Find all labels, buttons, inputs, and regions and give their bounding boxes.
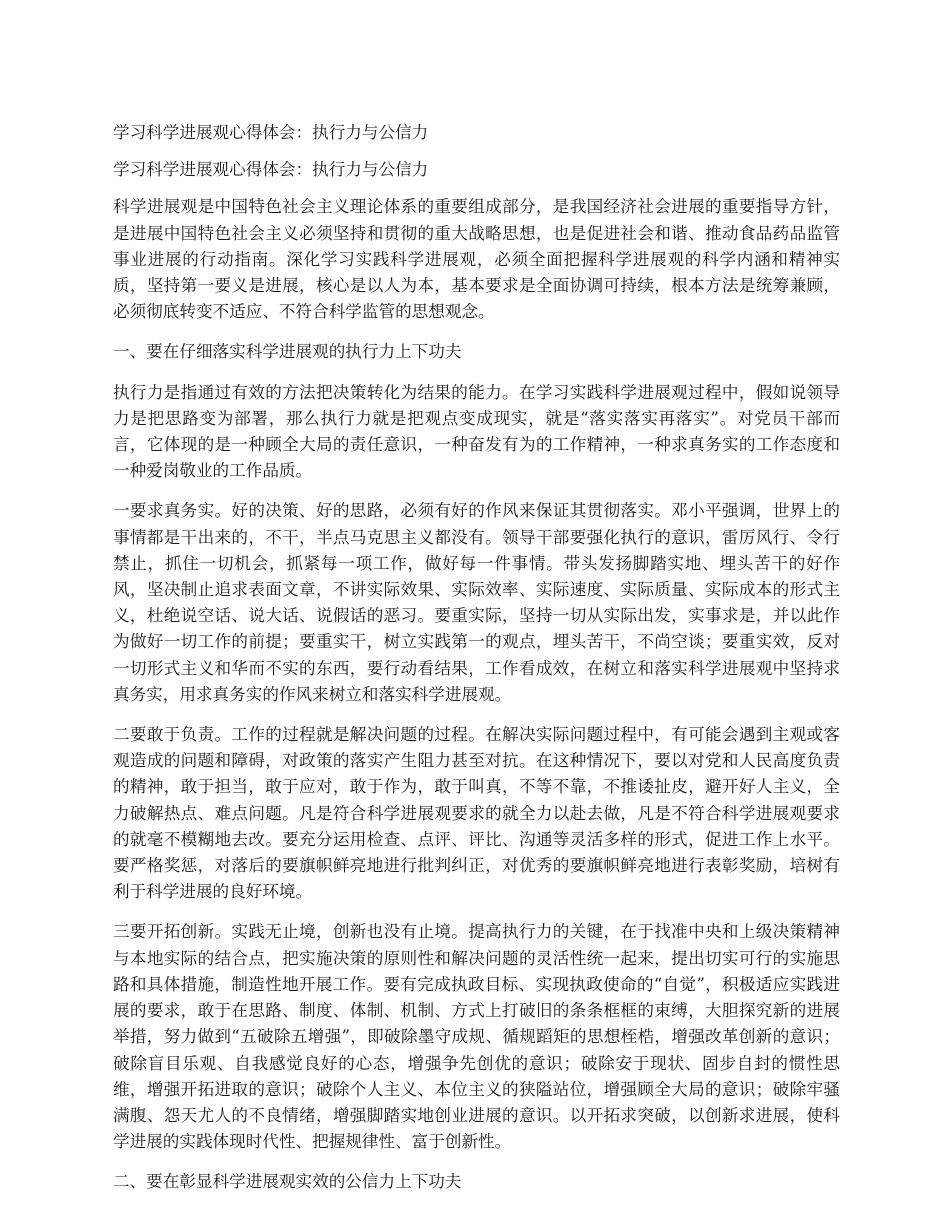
document-subtitle: 学习科学进展观心得体会：执行力与公信力 [113, 160, 429, 180]
section-heading-1: 一、要在仔细落实科学进展观的执行力上下功夫 [113, 342, 462, 362]
document-title: 学习科学进展观心得体会：执行力与公信力 [113, 123, 429, 142]
paragraph-point-1: 一要求真务实。好的决策、好的思路，必须有好的作风来保证其贯彻落实。邓小平强调，世界上的事情都是干出来的，不干，半点马克思主义都没有。领导干部要强化执行的意识，雷厉风行、令行禁止，抓住一切机会，抓紧每一项工作，做好每一件事情。带头发扬脚踏实地、埋头苦干的好作风，坚决制止追求表面文章，不讲实际效果、实际效率、实际速度、实际质量、实际成本的形式主义，杜绝说空话、说大话、说假话的恶习。要重实际，坚持一切从实际出发，实事求是，并以此作为做好一切工作的前提；要重实干，树立实践第一的观点，埋头苦干，不尚空谈；要重实效，反对一切形式主义和华而不实的东西，要行动看结果，工作看成效，在树立和落实科学进展观中坚持求真务实，用求真务实的作风来树立和落实科学进展观。 [113, 501, 840, 704]
paragraph-execution: 执行力是指通过有效的方法把决策转化为结果的能力。在学习实践科学进展观过程中，假如说领导力是把思路变为部署，那么执行力就是把观点变成现实，就是“落实落实再落实”。对党员干部而言，它体现的是一种顾全大局的责任意识，一种奋发有为的工作精神，一种求真务实的工作态度和一种爱岗敬业的工作品质。 [113, 382, 840, 481]
document-page [113, 120, 840, 1210]
paragraph-point-3: 三要开拓创新。实践无止境，创新也没有止境。提高执行力的关键，在于找准中央和上级决策精神与本地实际的结合点，把实施决策的原则性和解决问题的灵活性统一起来，提出切实可行的实施思路和具体措施，制造性地开展工作。要有完成执政目标、实现执政使命的“自觉”，积极适应实践进展的要求，敢于在思路、制度、体制、机制、方式上打破旧的条条框框的束缚，大胆探究新的进展举措，努力做到“五破除五增强”，即破除墨守成规、循规蹈矩的思想桎梏，增强改革创新的意识；破除盲目乐观、自我感觉良好的心态，增强争先创优的意识；破除安于现状、固步自封的惯性思维，增强开拓进取的意识；破除个人主义、本位主义的狭隘站位，增强顾全大局的意识；破除牢骚满腹、怨天尤人的不良情绪，增强脚踏实地创业进展的意识。以开拓求突破，以创新求进展，使科学进展的实践体现时代性、把握规律性、富于创新性。 [113, 922, 840, 1152]
paragraph-point-2: 二要敢于负责。工作的过程就是解决问题的过程。在解决实际问题过程中，有可能会遇到主观或客观造成的问题和障碍，对政策的落实产生阻力甚至对抗。在这种情况下，要以对党和人民高度负责的精神，敢于担当，敢于应对，敢于作为，敢于叫真，不等不靠，不推诿扯皮，避开好人主义，全力破解热点、难点问题。凡是符合科学进展观要求的就全力以赴去做，凡是不符合科学进展观要求的就毫不模糊地去改。要充分运用检查、点评、评比、沟通等灵活多样的形式，促进工作上水平。要严格奖惩，对落后的要旗帜鲜亮地进行批判纠正，对优秀的要旗帜鲜亮地进行表彰奖励，培树有利于科学进展的良好环境。 [113, 725, 840, 902]
paragraph-intro: 科学进展观是中国特色社会主义理论体系的重要组成部分，是我国经济社会进展的重要指导方针，是进展中国特色社会主义必须坚持和贯彻的重大战略思想，也是促进社会和谐、推动食品药品监管事业进展的行动指南。深化学习实践科学进展观，必须全面把握科学进展观的科学内涵和精神实质，坚持第一要义是进展，核心是以人为本，基本要求是全面协调可持续，根本方法是统筹兼顾，必须彻底转变不适应、不符合科学监管的思想观念。 [113, 197, 840, 322]
section-heading-2: 二、要在彰显科学进展观实效的公信力上下功夫 [113, 1172, 462, 1192]
